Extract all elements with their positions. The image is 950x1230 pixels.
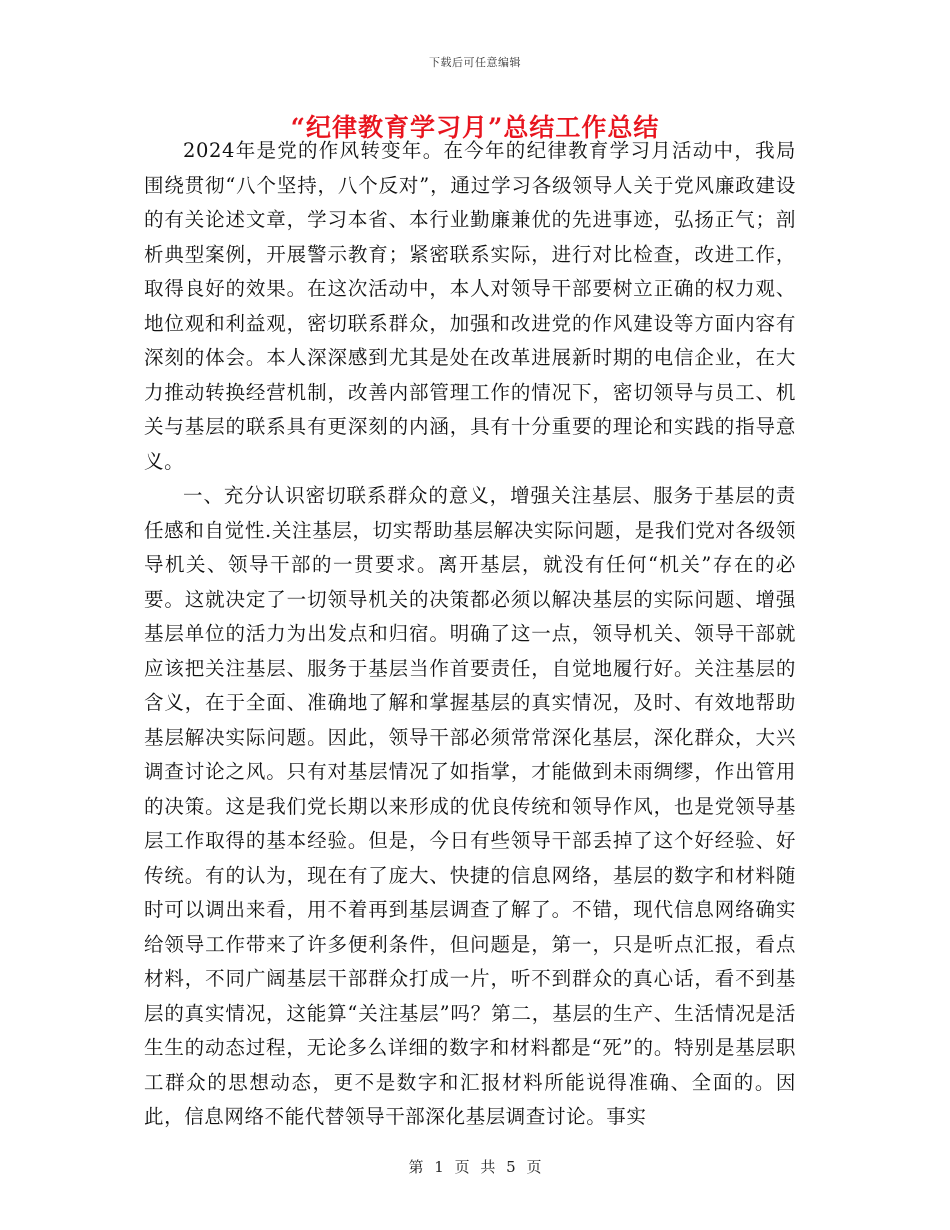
header-note: 下载后可任意编辑	[429, 56, 521, 69]
paragraph-section-1: 一、充分认识密切联系群众的意义，增强关注基层、服务于基层的责任感和自觉性.关注基层，切实帮助基层解决实际问题，是我们党对各级领导机关、领导干部的一贯要求。离开基层，就没有任何“机关”存在的必要。这就决定了一切领导机关的决策都必须以解决基层的实际问题、增强基层单位的活力为出发点和归宿。明确了这一点，领导机关、领导干部就应该把关注基层、服务于基层当作首要责任，自觉地履行好。关注基层的含义，在于全面、准确地了解和掌握基层的真实情况，及时、有效地帮助基层解决实际问题。因此，领导干部必须常常深化基层，深化群众，大兴调查讨论之风。只有对基层情况了如指掌，才能做到未雨绸缪，作出管用的决策。这是我们党长期以来形成的优良传统和领导作风，也是党领导基层工作取得的基本经验。但是，今日有些领导干部丢掉了这个好经验、好传统。有的认为，现在有了庞大、快捷的信息网络，基层的数字和材料随时可以调出来看，用不着再到基层调查了解了。不错，现代信息网络确实给领导工作带来了许多便利条件，但问题是，第一，只是听点汇报，看点材料，不同广阔基层干部群众打成一片，听不到群众的真心话，看不到基层的真实情况，这能算“关注基层”吗？第二，基层的生产、生活情况是活生生的动态过程，无论多么详细的数字和材料都是“死”的。特别是基层职工群众的思想动态，更不是数字和汇报材料所能说得准确、全面的。因此，信息网络不能代替领导干部深化基层调查讨论。事实	[144, 484, 796, 1128]
paragraph-intro: 2024年是党的作风转变年。在今年的纪律教育学习月活动中，我局围绕贯彻“八个坚持，八个反对”，通过学习各级领导人关于党风廉政建设的有关论述文章，学习本省、本行业勤廉兼优的先进事迹，弘扬正气；剖析典型案例，开展警示教育；紧密联系实际，进行对比检查，改进工作，取得良好的效果。在这次活动中，本人对领导干部要树立正确的权力观、地位观和利益观，密切联系群众，加强和改进党的作风建设等方面内容有深刻的体会。本人深深感到尤其是处在改革进展新时期的电信企业，在大力推动转换经营机制，改善内部管理工作的情况下，密切领导与员工、机关与基层的联系具有更深刻的内涵，具有十分重要的理论和实践的指导意义。	[144, 139, 796, 473]
document-body	[144, 134, 796, 1135]
page-footer: 第 1 页 共 5 页	[408, 1158, 542, 1176]
document-title: “纪律教育学习月”总结工作总结	[290, 113, 660, 142]
